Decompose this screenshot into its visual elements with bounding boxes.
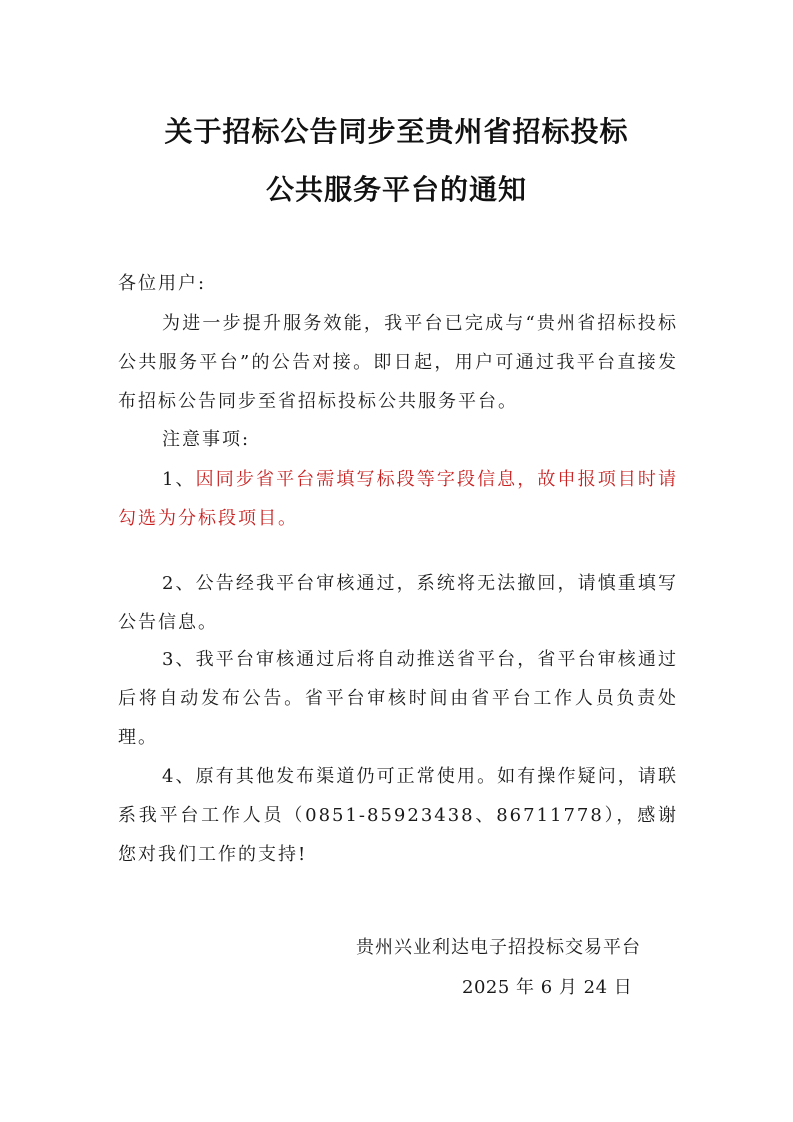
note-item-4-text: 原有其他发布渠道仍可正常使用。如有操作疑问，请联系我平台工作人员（0851-85923438、86711778），感谢您对我们工作的支持! xyxy=(118,766,678,865)
note-item-1 xyxy=(118,460,678,538)
note-item-3-number: 3、 xyxy=(162,649,196,670)
note-item-3-text: 我平台审核通过后将自动推送省平台，省平台审核通过后将自动发布公告。省平台审核时间由省平台工作人员负责处理。 xyxy=(118,649,678,748)
note-item-3 xyxy=(118,640,678,757)
intro-paragraph: 为进一步提升服务效能，我平台已完成与“贵州省招标投标公共服务平台”的公告对接。即日起，用户可通过我平台直接发布招标公告同步至省招标投标公共服务平台。 xyxy=(118,313,678,412)
notice-title-line-1: 关于招标公告同步至贵州省招标投标 xyxy=(164,115,629,148)
greeting: 各位用户: xyxy=(118,273,207,294)
note-item-2 xyxy=(118,564,678,642)
signature-date: 2025 年 6 月 24 日 xyxy=(462,977,633,998)
note-item-2-number: 2、 xyxy=(162,573,196,594)
note-item-4 xyxy=(118,757,678,874)
note-item-4-number: 4、 xyxy=(162,766,196,787)
signature-organization: 贵州兴业利达电子招投标交易平台 xyxy=(356,937,641,958)
notes-heading: 注意事项: xyxy=(162,429,251,450)
notice-title-line-2: 公共服务平台的通知 xyxy=(265,173,527,206)
note-item-1-text: 因同步省平台需填写标段等字段信息，故申报项目时请勾选为分标段项目。 xyxy=(118,469,678,529)
note-item-2-text: 公告经我平台审核通过，系统将无法撤回，请慎重填写公告信息。 xyxy=(118,573,678,633)
note-item-1-number: 1、 xyxy=(162,469,196,490)
